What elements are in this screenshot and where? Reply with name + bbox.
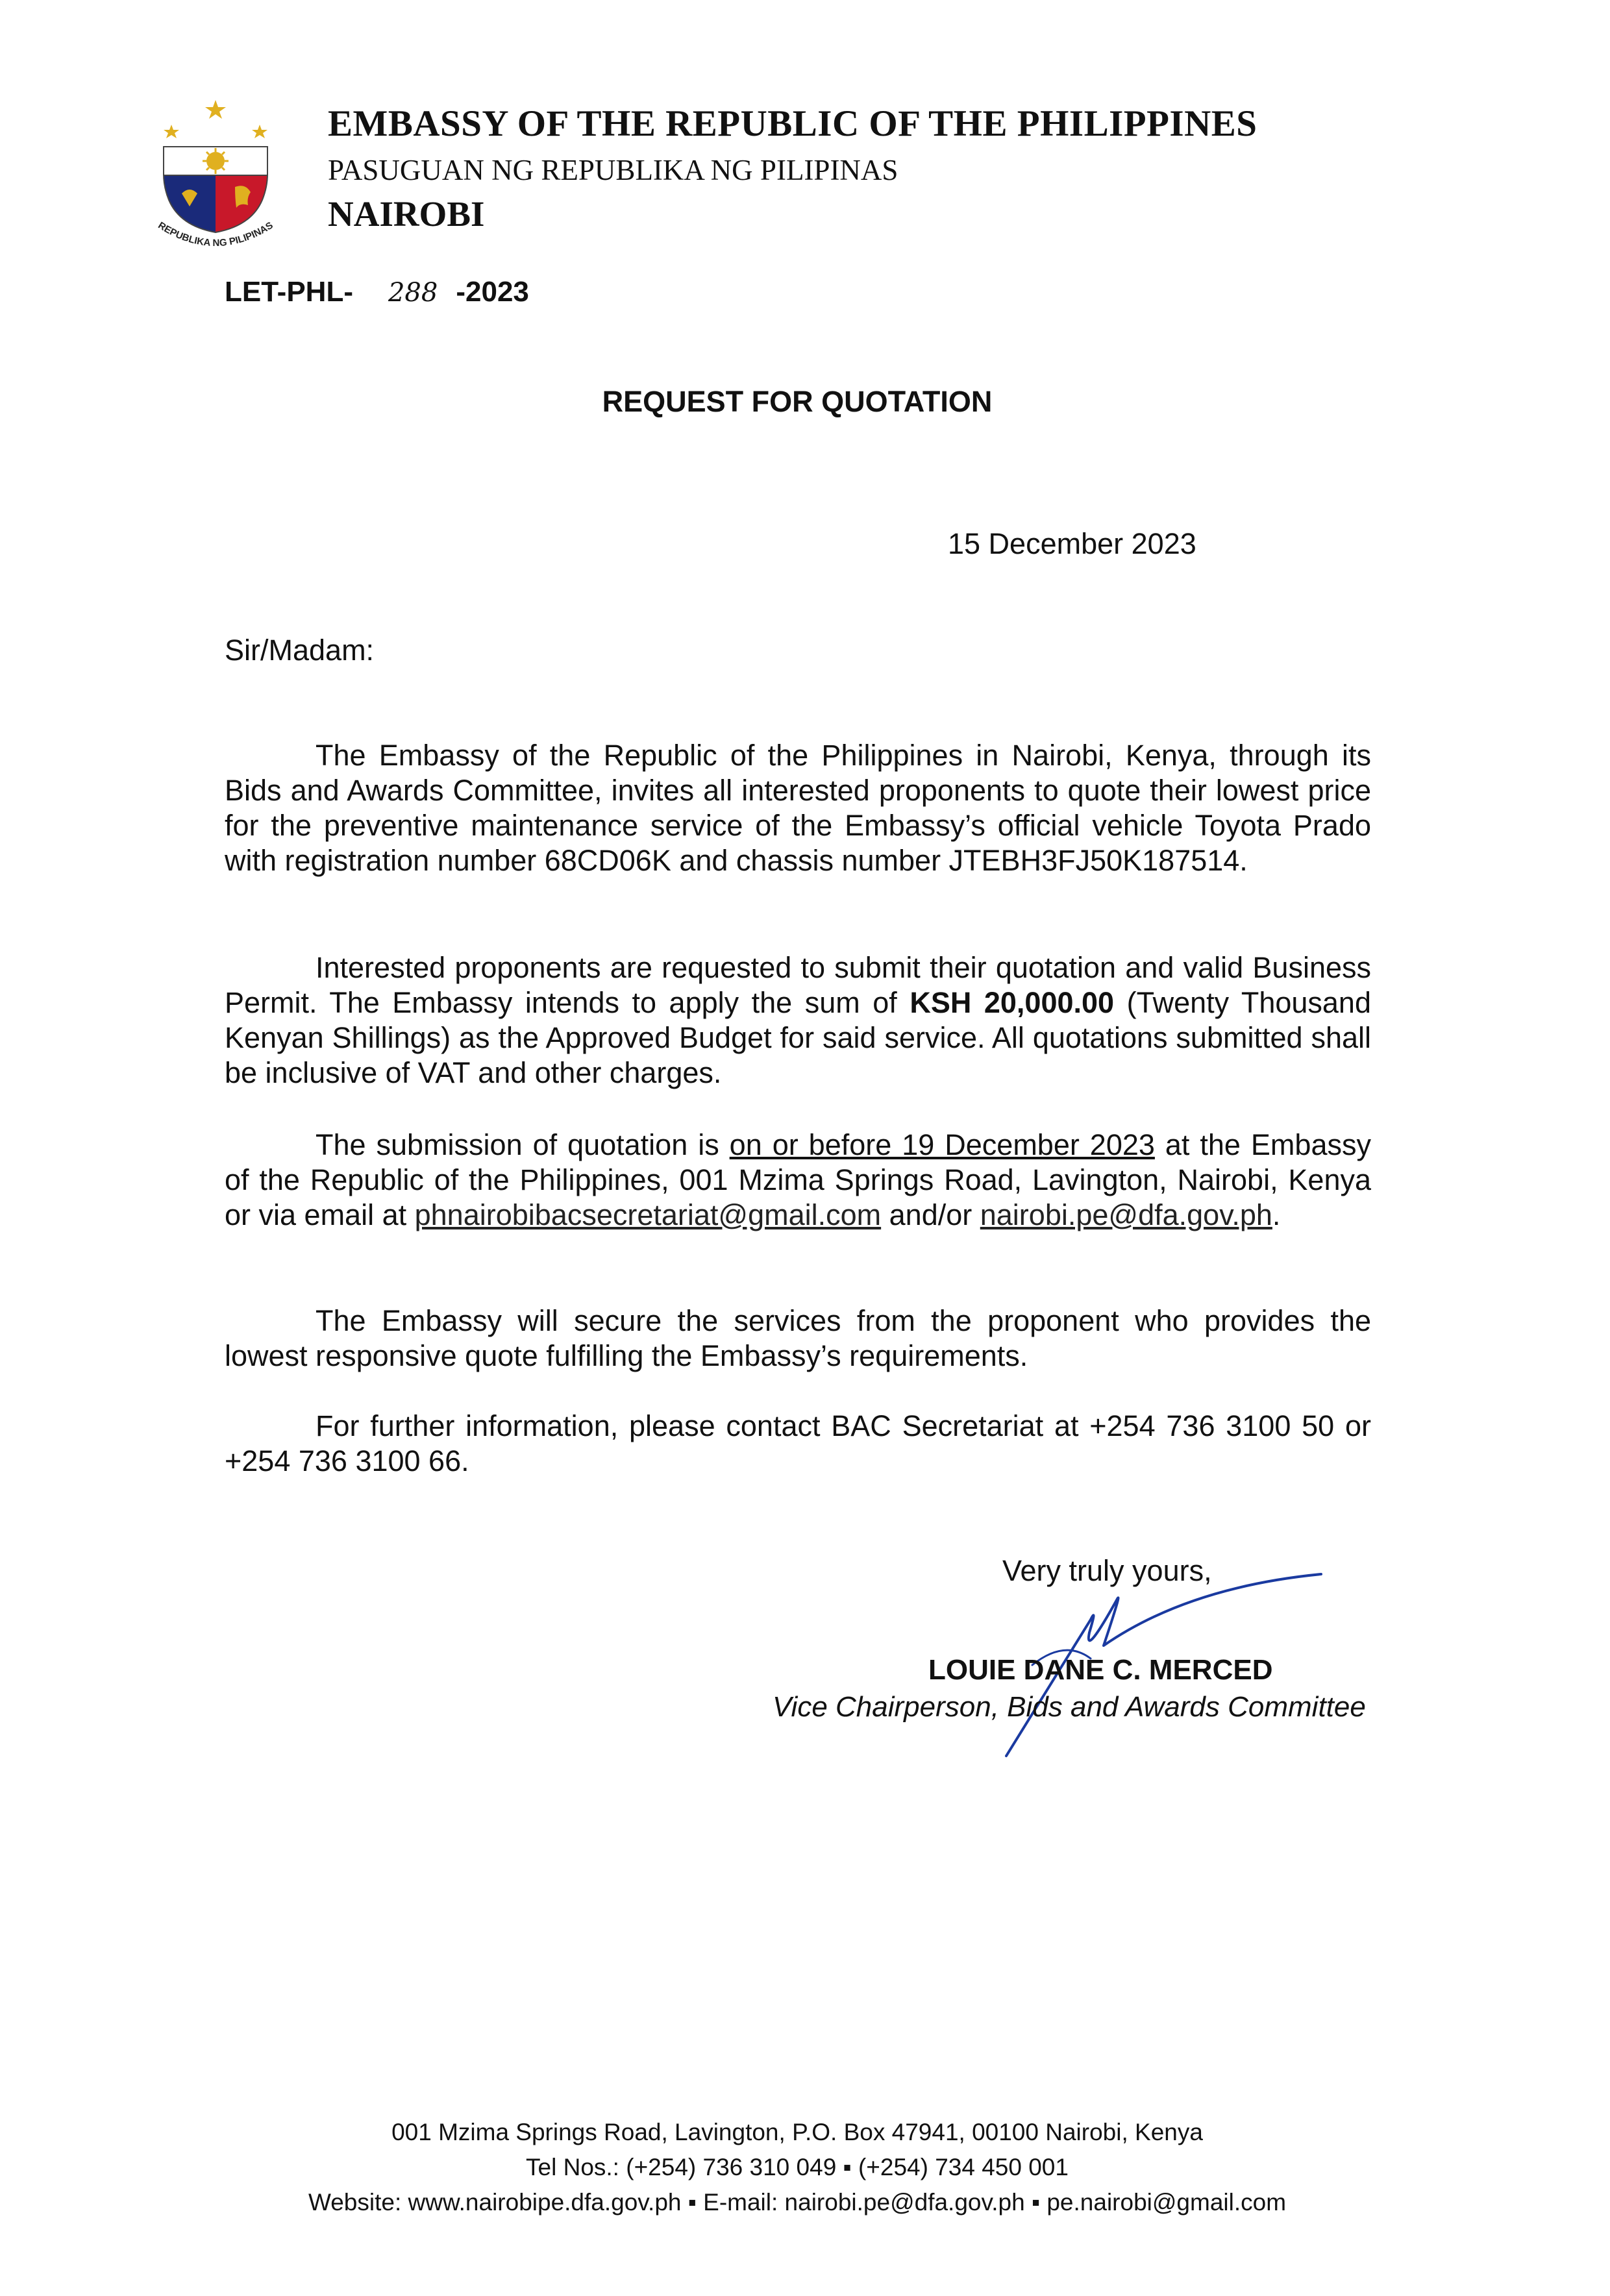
footer-website-email: Website: www.nairobipe.dfa.gov.ph ▪ E-mail: nairobi.pe@dfa.gov.ph ▪ pe.nairobi@gmail.com <box>308 2189 1287 2216</box>
seal-ring-text: REPUBLIKA NG PILIPINAS <box>156 219 275 249</box>
letterhead-city: NAIROBI <box>328 194 485 234</box>
paragraph-contact-text: For further information, please contact BAC Secretariat at +254 736 3100 50 or +254 736 3100 66. <box>225 1409 1371 1477</box>
paragraph-contact <box>225 1409 1371 1479</box>
submission-text-mid: at the Embassy of the Republic of the Philippines, 001 Mzima Springs Road, Lavington, Nairobi, Kenya or via email at <box>225 1128 1371 1231</box>
letterhead-title: EMBASSY OF THE REPUBLIC OF THE PHILIPPINES <box>328 103 1257 144</box>
budget-text-after: (Twenty Thousand Kenyan Shillings) as the Approved Budget for said service. All quotations submitted shall be inclusive of VAT and other charges. <box>225 986 1371 1089</box>
paragraph-award <box>225 1303 1371 1374</box>
footer-telephone: Tel Nos.: (+254) 736 310 049 ▪ (+254) 734 450 001 <box>526 2154 1069 2180</box>
submission-join: and/or <box>881 1198 980 1231</box>
paragraph-invitation <box>225 738 1371 878</box>
signatory-name: LOUIE DANE C. MERCED <box>928 1654 1273 1686</box>
letterhead-subtitle: PASUGUAN NG REPUBLIKA NG PILIPINAS <box>328 154 898 186</box>
signatory-title: Vice Chairperson, Bids and Awards Committee <box>773 1691 1366 1723</box>
budget-amount: KSH 20,000.00 <box>910 986 1115 1019</box>
seal-star-left <box>164 125 179 138</box>
embassy-email-link[interactable]: nairobi.pe@dfa.gov.ph <box>980 1198 1272 1231</box>
philippine-seal-icon <box>144 96 287 264</box>
footer-address: 001 Mzima Springs Road, Lavington, P.O. Box 47941, 00100 Nairobi, Kenya <box>391 2119 1203 2145</box>
letter-date: 15 December 2023 <box>948 527 1196 560</box>
reference-number <box>225 276 529 308</box>
submission-deadline: on or before 19 December 2023 <box>729 1128 1155 1161</box>
reference-handwritten-number: 288 <box>388 278 438 308</box>
paragraph-budget <box>225 950 1371 1091</box>
submission-text-before: The submission of quotation is <box>316 1128 730 1161</box>
bac-email-link[interactable]: phnairobibacsecretariat@gmail.com <box>414 1198 882 1231</box>
seal-star-right <box>252 125 267 138</box>
closing: Very truly yours, <box>1002 1554 1212 1587</box>
reference-suffix: -2023 <box>456 276 529 308</box>
paragraph-invitation-text: The Embassy of the Republic of the Philippines in Nairobi, Kenya, through its Bids and Awards Committee, invites all interested proponents to quote their lowest price for the preventive maintenance service of the Embassy’s official vehicle Toyota Prado with registration number 68CD06K and chassis number JTEBH3FJ50K187514. <box>225 739 1371 877</box>
salutation: Sir/Madam: <box>225 634 375 667</box>
document-title: REQUEST FOR QUOTATION <box>602 385 993 418</box>
seal-star-top <box>205 100 226 119</box>
submission-end: . <box>1272 1198 1281 1231</box>
paragraph-submission <box>225 1128 1371 1233</box>
paragraph-award-text: The Embassy will secure the services from the proponent who provides the lowest responsive quote fulfilling the Embassy’s requirements. <box>225 1304 1371 1372</box>
budget-text-before: Interested proponents are requested to submit their quotation and valid Business Permit. The Embassy intends to apply the sum of <box>225 951 1371 1019</box>
seal-sun <box>206 152 225 170</box>
reference-prefix: LET-PHL- <box>225 276 353 308</box>
